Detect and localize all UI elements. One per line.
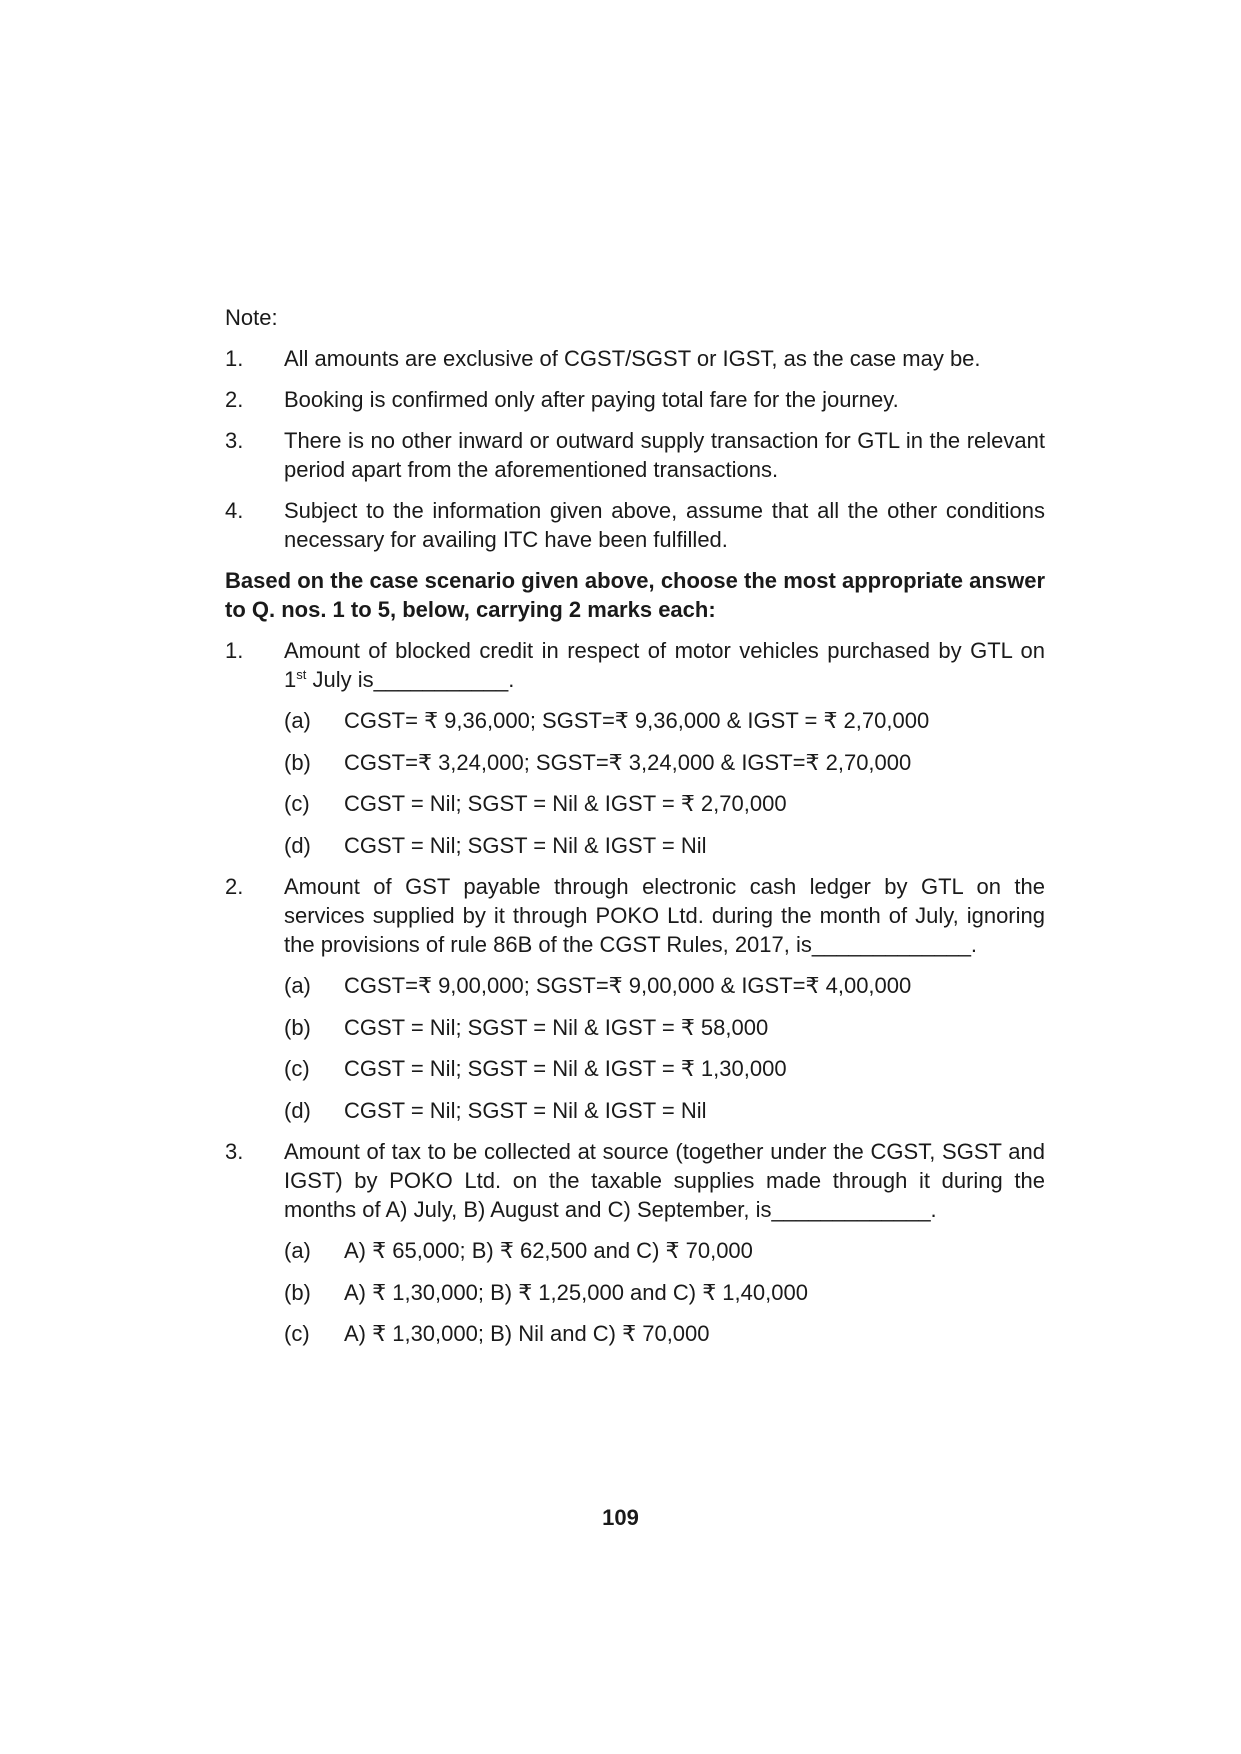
option-text: A) ₹ 65,000; B) ₹ 62,500 and C) ₹ 70,000 [344, 1238, 753, 1263]
note-item [225, 496, 1045, 554]
note-heading: Note: [225, 305, 278, 330]
answer-option [284, 1278, 1045, 1307]
answer-options [284, 971, 1045, 1125]
note-item-text: All amounts are exclusive of CGST/SGST or IGST, as the case may be. [284, 346, 981, 371]
question-number: 3. [225, 1139, 244, 1164]
option-label: (a) [284, 708, 311, 733]
option-text: A) ₹ 1,30,000; B) ₹ 1,25,000 and C) ₹ 1,40,000 [344, 1279, 808, 1305]
question-text-superscript: st [296, 667, 307, 682]
question-text [284, 1137, 1045, 1224]
option-text: A) ₹ 1,30,000; B) Nil and C) ₹ 70,000 [344, 1321, 710, 1346]
note-item [225, 344, 1045, 373]
answer-option [284, 971, 1045, 1000]
question-number: 1. [225, 638, 244, 663]
answer-option [284, 748, 1045, 777]
option-text: CGST=₹ 9,00,000; SGST=₹ 9,00,000 & IGST=₹ 4,00,000 [344, 973, 912, 998]
option-label: (b) [284, 1014, 311, 1040]
note-item-text: Booking is confirmed only after paying total fare for the journey. [284, 387, 899, 412]
option-label: (d) [284, 1097, 311, 1123]
answer-options [284, 706, 1045, 860]
question-text-main: Amount of tax to be collected at source (together under the CGST, SGST and IGST) by POKO Ltd. on the taxable supplies made through it during the months of A) July, B) August and C) September, is_____________. [284, 1139, 1045, 1222]
note-item-text: There is no other inward or outward supply transaction for GTL in the relevant period apart from the aforementioned transactions. [284, 428, 1045, 482]
answer-option [284, 1096, 1045, 1125]
option-text: CGST = Nil; SGST = Nil & IGST = Nil [344, 832, 707, 858]
option-text: CGST= ₹ 9,36,000; SGST=₹ 9,36,000 & IGST = ₹ 2,70,000 [344, 708, 930, 733]
option-label: (a) [284, 973, 311, 998]
question-text-continued: July is___________. [306, 667, 515, 692]
question-text-main: Amount of blocked credit in respect of motor vehicles purchased by GTL on 1 [284, 638, 1045, 692]
option-label: (a) [284, 1238, 311, 1263]
note-list [225, 344, 1045, 554]
note-item-number: 3. [225, 428, 244, 453]
answer-option [284, 706, 1045, 735]
note-item [225, 426, 1045, 484]
question-item [225, 1137, 1045, 1224]
answer-option [284, 1236, 1045, 1265]
note-item [225, 385, 1045, 414]
option-label: (c) [284, 1321, 310, 1346]
page-content [225, 303, 1045, 1361]
answer-option [284, 831, 1045, 860]
note-item-text: Subject to the information given above, assume that all the other conditions necessary for availing ITC have been fulfilled. [284, 498, 1045, 552]
answer-option [284, 789, 1045, 818]
answer-option [284, 1013, 1045, 1042]
answer-options [284, 1236, 1045, 1348]
option-text: CGST=₹ 3,24,000; SGST=₹ 3,24,000 & IGST=₹ 2,70,000 [344, 749, 912, 775]
answer-option [284, 1319, 1045, 1348]
option-text: CGST = Nil; SGST = Nil & IGST = ₹ 2,70,000 [344, 791, 787, 816]
question-text [284, 636, 1045, 694]
page-number: 109 [602, 1505, 639, 1530]
question-list [225, 636, 1045, 1348]
option-label: (b) [284, 1279, 311, 1305]
option-text: CGST = Nil; SGST = Nil & IGST = Nil [344, 1097, 707, 1123]
note-item-number: 4. [225, 498, 244, 523]
answer-option [284, 1054, 1045, 1083]
option-text: CGST = Nil; SGST = Nil & IGST = ₹ 1,30,000 [344, 1056, 787, 1081]
option-label: (d) [284, 832, 311, 858]
question-number: 2. [225, 874, 244, 899]
question-item [225, 636, 1045, 694]
instruction-text: Based on the case scenario given above, choose the most appropriate answer to Q. nos. 1 to 5, below, carrying 2 marks each: [225, 568, 1045, 622]
note-item-number: 2. [225, 387, 244, 412]
note-item-number: 1. [225, 346, 244, 371]
option-label: (c) [284, 1056, 310, 1081]
option-label: (b) [284, 749, 311, 775]
question-item [225, 872, 1045, 959]
question-text [284, 872, 1045, 959]
option-text: CGST = Nil; SGST = Nil & IGST = ₹ 58,000 [344, 1014, 769, 1040]
option-label: (c) [284, 791, 310, 816]
question-text-main: Amount of GST payable through electronic cash ledger by GTL on the services supplied by it through POKO Ltd. during the month of July, ignoring the provisions of rule 86B of the CGST Rules, 2017, is_____________. [284, 874, 1045, 957]
